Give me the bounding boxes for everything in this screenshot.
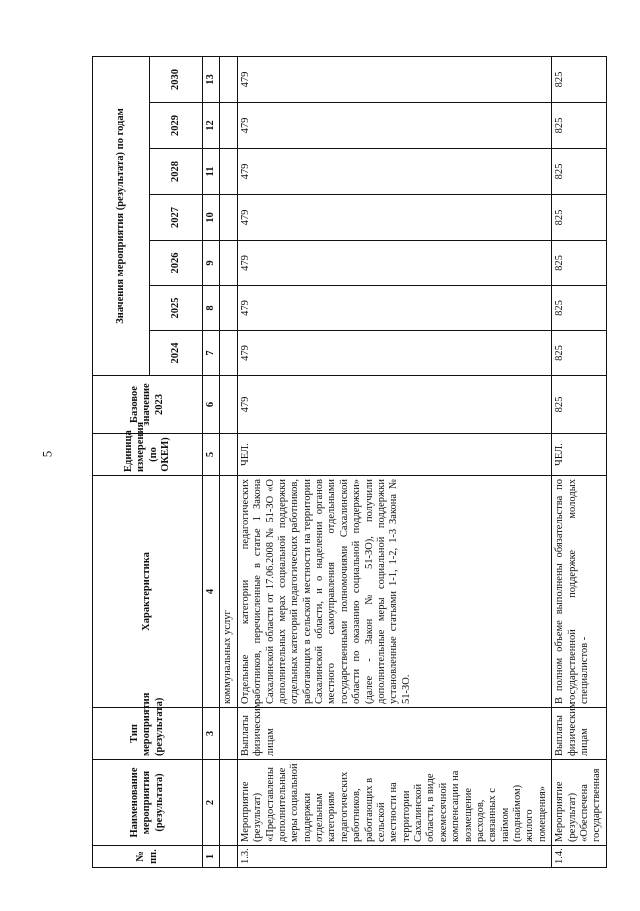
header-year: 2028 xyxy=(150,149,203,195)
col-number: 4 xyxy=(203,476,220,708)
header-row-1 xyxy=(93,56,150,867)
col-number: 6 xyxy=(203,376,220,434)
rotated-table-wrapper xyxy=(92,57,639,868)
header-year: 2026 xyxy=(150,241,203,286)
measures-table xyxy=(92,56,607,868)
row-base: 479 xyxy=(237,376,551,434)
row-num: 1.3. xyxy=(237,846,551,868)
row-value: 825 xyxy=(552,149,607,195)
empty-cell xyxy=(220,56,237,102)
continuation-row xyxy=(220,56,237,867)
header-name: Наименование мероприятия (результата) xyxy=(93,760,203,846)
col-number: 2 xyxy=(203,760,220,846)
col-number: 5 xyxy=(203,434,220,476)
header-type: Тип мероприятия (результата) xyxy=(93,708,203,760)
header-year: 2030 xyxy=(150,56,203,102)
row-value: 479 xyxy=(237,241,551,286)
header-year: 2024 xyxy=(150,331,203,376)
row-value: 825 xyxy=(552,56,607,102)
col-number: 3 xyxy=(203,708,220,760)
empty-cell xyxy=(220,708,237,760)
empty-cell xyxy=(220,376,237,434)
row-value: 479 xyxy=(237,286,551,331)
table-row xyxy=(552,56,607,867)
row-value: 825 xyxy=(552,195,607,241)
empty-cell xyxy=(220,241,237,286)
row-value: 479 xyxy=(237,56,551,102)
row-base: 825 xyxy=(552,376,607,434)
row-characteristic: В полном объеме выполнены обязательства по государственной поддержке молодых специалистов - xyxy=(552,476,607,708)
header-unit: Единица измерения (по ОКЕИ) xyxy=(93,434,203,476)
header-year: 2025 xyxy=(150,286,203,331)
empty-cell xyxy=(220,331,237,376)
row-value: 825 xyxy=(552,103,607,149)
col-number: 9 xyxy=(203,241,220,286)
row-type: Выплаты физическим лицам xyxy=(552,708,607,760)
row-value: 825 xyxy=(552,286,607,331)
empty-cell xyxy=(220,103,237,149)
header-num: № пп. xyxy=(93,846,203,868)
row-value: 479 xyxy=(237,331,551,376)
table-row xyxy=(237,56,551,867)
row-type: Выплаты физическим лицам xyxy=(237,708,551,760)
row-characteristic: Отдельные категории педагогических работников, перечисленные в статье 1 Закона Сахалинской области от 17.06.2008 № 51-ЗО «О дополнительных мерах социальной поддержки отдельных категорий педагогических работников, работающих в сельской местности на территории Сахалинской области, и о наделении органов местного самоуправления отдельными государственными полномочиями Сахалинской области по оказанию социальной поддержки» (далее - Закон № 51-ЗО), получили дополнительные меры социальной поддержки установленные статьями 1-1, 1-2, 1-3 Закона № 51-ЗО. xyxy=(237,476,551,708)
col-number: 10 xyxy=(203,195,220,241)
empty-cell xyxy=(220,846,237,868)
row-value: 479 xyxy=(237,149,551,195)
row-value: 825 xyxy=(552,241,607,286)
empty-cell xyxy=(220,149,237,195)
empty-cell xyxy=(220,760,237,846)
row-unit: ЧЕЛ. xyxy=(237,434,551,476)
column-number-row xyxy=(203,56,220,867)
page-number: 5 xyxy=(39,450,55,458)
empty-cell xyxy=(220,195,237,241)
col-number: 7 xyxy=(203,331,220,376)
row-name: Мероприятие (результат) «Предоставлены дополнительные меры социальной поддержки отдельным категориям педагогических работников, работающих в сельской местности на территории Сахалинской области, в виде ежемесячной компенсации на возмещение расходов, связанных с наймом (поднаймом) жилого помещения» xyxy=(237,760,551,846)
row-value: 825 xyxy=(552,331,607,376)
empty-cell xyxy=(220,286,237,331)
col-number: 11 xyxy=(203,149,220,195)
header-base: Базовое значение 2023 xyxy=(93,376,203,434)
header-year: 2029 xyxy=(150,103,203,149)
col-number: 8 xyxy=(203,286,220,331)
col-number: 1 xyxy=(203,846,220,868)
row-value: 479 xyxy=(237,195,551,241)
header-year: 2027 xyxy=(150,195,203,241)
row-num: 1.4. xyxy=(552,846,607,868)
header-characteristic: Характеристика xyxy=(93,476,203,708)
col-number: 12 xyxy=(203,103,220,149)
empty-cell xyxy=(220,434,237,476)
row-unit: ЧЕЛ. xyxy=(552,434,607,476)
continuation-text: коммунальных услуг xyxy=(220,476,237,708)
header-years-group: Значения мероприятия (результата) по годам xyxy=(93,56,150,375)
col-number: 13 xyxy=(203,56,220,102)
row-value: 479 xyxy=(237,103,551,149)
row-name: Мероприятие (результат) «Обеспечена государственная xyxy=(552,760,607,846)
